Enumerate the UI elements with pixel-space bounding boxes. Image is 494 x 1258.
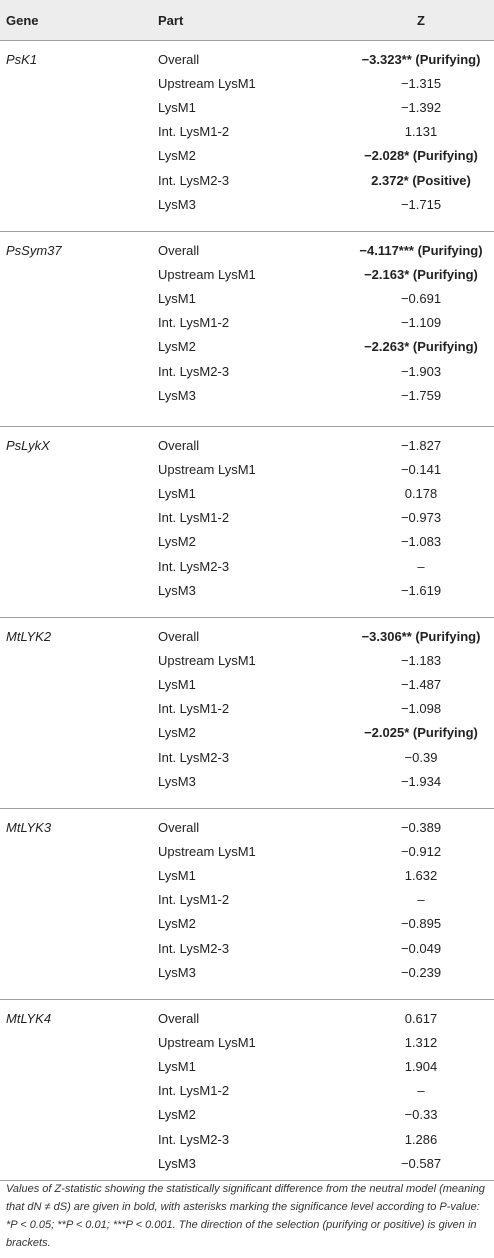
z-cell: −1.083 xyxy=(400,534,442,550)
table-row xyxy=(0,48,494,72)
table-row xyxy=(0,384,494,408)
z-cell: – xyxy=(417,558,425,574)
part-cell: Overall xyxy=(158,820,200,835)
gene-name: MtLYK4 xyxy=(6,1011,52,1026)
z-cell: 1.632 xyxy=(404,868,438,884)
part-cell: LysM3 xyxy=(158,387,196,403)
table-row xyxy=(0,193,494,217)
part-cell: Int. LysM2-3 xyxy=(158,749,230,765)
table-row xyxy=(0,239,494,263)
table-row xyxy=(0,746,494,770)
z-cell: −1.619 xyxy=(400,582,442,598)
z-cell: – xyxy=(417,1083,425,1099)
z-cell: −1.903 xyxy=(400,363,442,379)
part-cell: Int. LysM1-2 xyxy=(158,1083,230,1099)
table-row xyxy=(0,673,494,697)
z-cell: – xyxy=(417,892,425,908)
part-cell: Overall xyxy=(158,438,200,453)
table-row xyxy=(0,120,494,144)
part-cell: LysM2 xyxy=(158,148,196,164)
table-header xyxy=(0,0,494,41)
part-cell: LysM2 xyxy=(158,725,196,741)
gene-name: PsLykX xyxy=(6,438,50,453)
table-row xyxy=(0,1128,494,1152)
gene-name: MtLYK3 xyxy=(6,820,52,835)
z-cell: 2.372* (Positive) xyxy=(371,172,471,188)
table-row xyxy=(0,816,494,840)
table-row xyxy=(0,530,494,554)
part-cell: LysM2 xyxy=(158,534,196,550)
gene-group xyxy=(0,231,494,427)
part-cell: LysM3 xyxy=(158,1155,196,1171)
part-cell: LysM2 xyxy=(158,1107,196,1123)
z-cell: −1.715 xyxy=(400,196,442,212)
z-cell: −1.759 xyxy=(400,387,442,403)
z-cell: −0.973 xyxy=(400,510,442,526)
part-cell: Upstream LysM1 xyxy=(158,1035,256,1051)
z-cell: −1.934 xyxy=(400,773,442,789)
z-cell: −3.306** (Purifying) xyxy=(361,629,481,644)
z-cell: 0.617 xyxy=(404,1011,438,1026)
table-row xyxy=(0,649,494,673)
part-cell: Int. LysM1-2 xyxy=(158,124,230,140)
part-cell: LysM1 xyxy=(158,677,196,693)
part-cell: LysM3 xyxy=(158,196,196,212)
z-cell: −1.827 xyxy=(400,438,442,453)
part-cell: Upstream LysM1 xyxy=(158,653,256,669)
part-cell: Int. LysM2-3 xyxy=(158,172,230,188)
table-row xyxy=(0,169,494,193)
table-row xyxy=(0,1031,494,1055)
z-cell: 1.312 xyxy=(404,1035,438,1051)
part-cell: Upstream LysM1 xyxy=(158,462,256,478)
part-cell: LysM1 xyxy=(158,100,196,116)
table-row xyxy=(0,1152,494,1176)
z-cell: −0.39 xyxy=(404,749,438,765)
gene-group xyxy=(0,617,494,809)
z-cell: −2.163* (Purifying) xyxy=(364,267,478,283)
table-row xyxy=(0,335,494,359)
header-part: Part xyxy=(158,13,184,28)
gene-group xyxy=(0,999,494,1181)
part-cell: Upstream LysM1 xyxy=(158,267,256,283)
z-cell: −0.141 xyxy=(400,462,442,478)
table-row xyxy=(0,888,494,912)
z-cell: −2.025* (Purifying) xyxy=(364,725,478,741)
part-cell: Overall xyxy=(158,629,200,644)
table-row xyxy=(0,287,494,311)
part-cell: Int. LysM2-3 xyxy=(158,363,230,379)
z-cell: −1.109 xyxy=(400,315,442,331)
part-cell: Int. LysM1-2 xyxy=(158,892,230,908)
z-cell: −0.691 xyxy=(400,291,442,307)
table-row xyxy=(0,263,494,287)
part-cell: LysM3 xyxy=(158,964,196,980)
z-cell: −0.239 xyxy=(400,964,442,980)
z-cell: −1.098 xyxy=(400,701,442,717)
gene-group xyxy=(0,40,494,232)
gene-group xyxy=(0,808,494,1000)
z-cell: −3.323** (Purifying) xyxy=(361,52,481,67)
part-cell: LysM1 xyxy=(158,291,196,307)
part-cell: Overall xyxy=(158,52,200,67)
part-cell: Int. LysM2-3 xyxy=(158,940,230,956)
part-cell: LysM3 xyxy=(158,773,196,789)
table-row xyxy=(0,506,494,530)
z-cell: −0.049 xyxy=(400,940,442,956)
table-row xyxy=(0,482,494,506)
table-row xyxy=(0,434,494,458)
part-cell: LysM2 xyxy=(158,339,196,355)
part-cell: LysM2 xyxy=(158,916,196,932)
table-row xyxy=(0,311,494,335)
table-row xyxy=(0,864,494,888)
part-cell: LysM1 xyxy=(158,1059,196,1075)
table-row xyxy=(0,770,494,794)
part-cell: Upstream LysM1 xyxy=(158,76,256,92)
table-row xyxy=(0,1007,494,1031)
gene-name: PsK1 xyxy=(6,52,38,67)
z-cell: −2.028* (Purifying) xyxy=(364,148,478,164)
table-row xyxy=(0,1079,494,1103)
header-z: Z xyxy=(417,13,425,28)
z-cell: −0.33 xyxy=(404,1107,438,1123)
part-cell: LysM1 xyxy=(158,868,196,884)
part-cell: Int. LysM1-2 xyxy=(158,510,230,526)
table-row xyxy=(0,458,494,482)
z-cell: −0.389 xyxy=(400,820,442,835)
part-cell: Upstream LysM1 xyxy=(158,844,256,860)
part-cell: LysM3 xyxy=(158,582,196,598)
table-row xyxy=(0,96,494,120)
z-cell: −1.315 xyxy=(400,76,442,92)
table-row xyxy=(0,1055,494,1079)
gene-name: MtLYK2 xyxy=(6,629,52,644)
part-cell: Int. LysM2-3 xyxy=(158,558,230,574)
part-cell: Int. LysM1-2 xyxy=(158,315,230,331)
z-cell: 1.131 xyxy=(404,124,438,140)
table-row xyxy=(0,937,494,961)
z-cell: −1.487 xyxy=(400,677,442,693)
table-row xyxy=(0,625,494,649)
table-row xyxy=(0,1103,494,1127)
z-cell: −1.183 xyxy=(400,653,442,669)
z-cell: −0.895 xyxy=(400,916,442,932)
z-cell: 1.904 xyxy=(404,1059,438,1075)
table-row xyxy=(0,579,494,603)
z-cell: 1.286 xyxy=(404,1131,438,1147)
gene-group xyxy=(0,426,494,618)
table-row xyxy=(0,555,494,579)
z-cell: −0.912 xyxy=(400,844,442,860)
gene-name: PsSym37 xyxy=(6,243,62,258)
table-row xyxy=(0,360,494,384)
table-row xyxy=(0,840,494,864)
part-cell: Overall xyxy=(158,243,200,258)
table-row xyxy=(0,961,494,985)
table-footnote: Values of Z-statistic showing the statistically significant difference from the neutral model (meaning that dN ≠ dS) are given in bold, with asterisks marking the significance level according to P-value: *P < 0.05; **P < 0.01; ***P < 0.001. The direction of the selection (purifying or positive) is given in brackets. xyxy=(6,1183,485,1249)
header-gene: Gene xyxy=(6,13,39,28)
table-row xyxy=(0,912,494,936)
part-cell: Int. LysM1-2 xyxy=(158,701,230,717)
z-cell: −1.392 xyxy=(400,100,442,116)
table-row xyxy=(0,721,494,745)
part-cell: Overall xyxy=(158,1011,200,1026)
z-cell: 0.178 xyxy=(404,486,438,502)
z-cell: −4.117*** (Purifying) xyxy=(359,243,483,258)
table-row xyxy=(0,144,494,168)
z-cell: −0.587 xyxy=(400,1155,442,1171)
part-cell: LysM1 xyxy=(158,486,196,502)
table-row xyxy=(0,72,494,96)
table-row xyxy=(0,697,494,721)
z-cell: −2.263* (Purifying) xyxy=(364,339,478,355)
part-cell: Int. LysM2-3 xyxy=(158,1131,230,1147)
